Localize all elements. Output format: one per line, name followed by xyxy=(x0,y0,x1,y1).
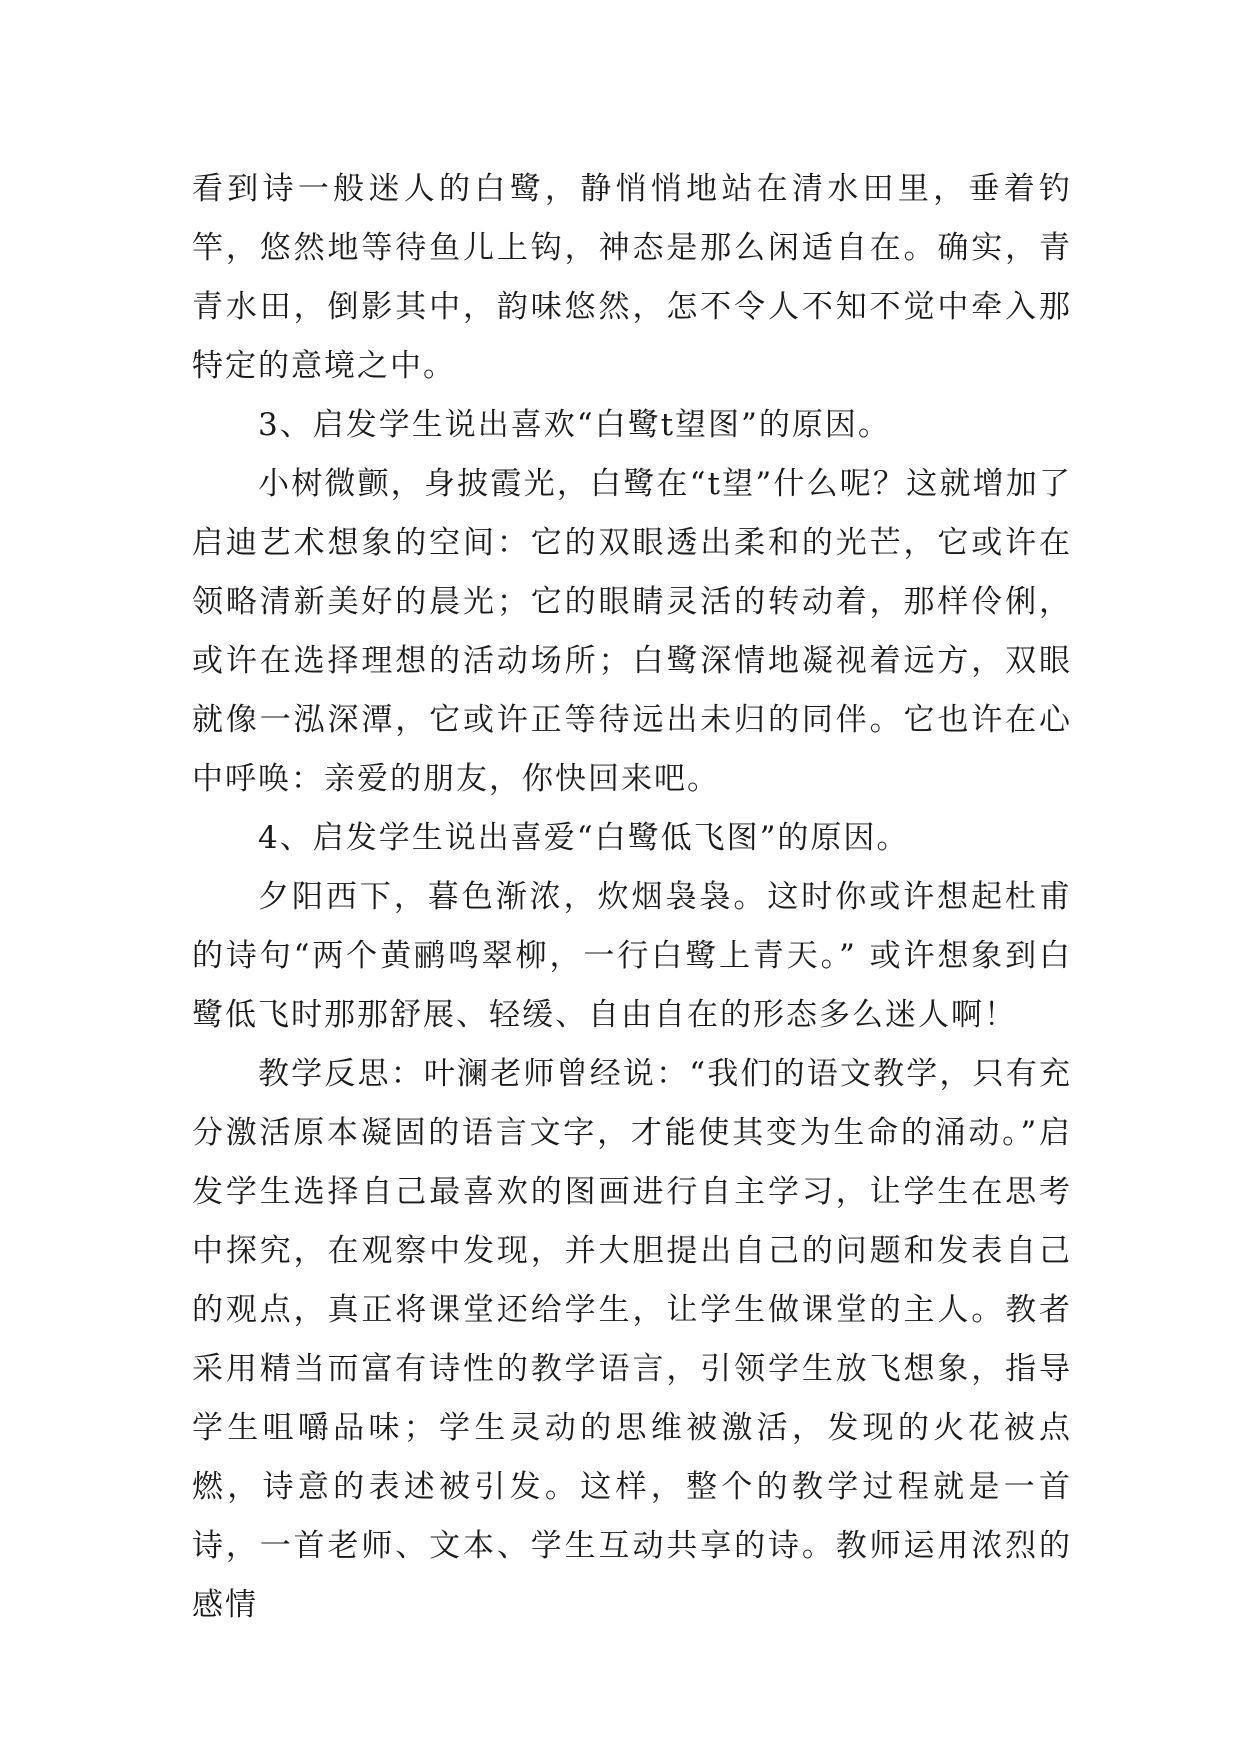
paragraph-gazing-description: 小树微颤，身披霞光，白鹭在“t望”什么呢？这就增加了启迪艺术想象的空间：它的双眼透出柔和的光芒，它或许在领略清新美好的晨光；它的眼睛灵活的转动着，那样伶俐，或许在选择理想的活动场所；白鹭深情地凝视着远方，双眼就像一泓深潭，它或许正等待远出未归的同伴。它也许在心中呼唤：亲爱的朋友，你快回来吧。 xyxy=(192,466,1072,797)
paragraph-heading-4: 4、启发学生说出喜爱“白鹭低飞图”的原因。 xyxy=(258,820,910,856)
paragraph-teaching-reflection: 教学反思：叶澜老师曾经说：“我们的语文教学，只有充分激活原本凝固的语言文字，才能使其变为生命的涌动。”启发学生选择自己最喜欢的图画进行自主学习，让学生在思考中探究，在观察中发现，并大胆提出自己的问题和发表自己的观点，真正将课堂还给学生，让学生做课堂的主人。教者采用精当而富有诗性的教学语言，引领学生放飞想象，指导学生咀嚼品味；学生灵动的思维被激活，发现的火花被点燃，诗意的表述被引发。这样，整个的教学过程就是一首诗，一首老师、文本、学生互动共享的诗。教师运用浓烈的感情 xyxy=(192,1056,1072,1623)
paragraph-continued: 看到诗一般迷人的白鹭，静悄悄地站在清水田里，垂着钓竿，悠然地等待鱼儿上钩，神态是那么闲适自在。确实，青青水田，倒影其中，韵味悠然，怎不令人不知不觉中牵入那特定的意境之中。 xyxy=(192,171,1072,384)
document-body xyxy=(192,160,1072,1635)
paragraph-low-flight-description: 夕阳西下，暮色渐浓，炊烟袅袅。这时你或许想起杜甫的诗句“两个黄鹂鸣翠柳，一行白鹭上青天。” 或许想象到白鹭低飞时那那舒展、轻缓、自由自在的形态多么迷人啊！ xyxy=(192,879,1072,1033)
paragraph-heading-3: 3、启发学生说出喜欢“白鹭t望图”的原因。 xyxy=(258,407,891,443)
